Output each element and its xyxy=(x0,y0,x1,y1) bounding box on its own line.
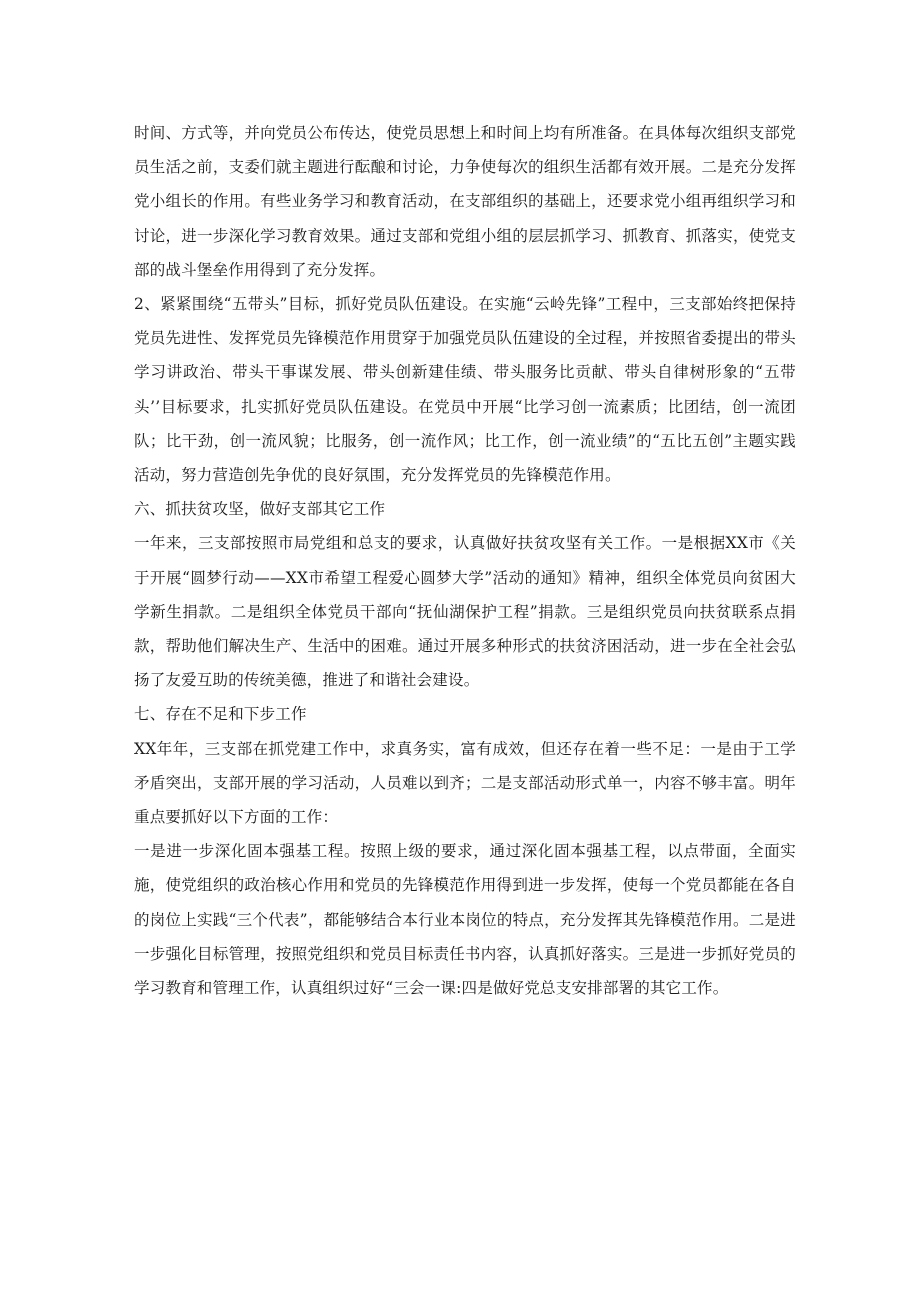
section-heading-shortcomings: 七、存在不足和下步工作 xyxy=(134,705,307,724)
paragraph-party-group-role: 时间、方式等，并向党员公布传达，使党员思想上和时间上均有所准备。在具体每次组织支部党员生活之前，支委们就主题进行酝酿和讨论，力争使每次的组织生活都有效开展。二是充分发挥党小组长的作用。有些业务学习和教育活动，在支部组织的基础上，还要求党小组再组织学习和讨论，进一步深化学习教育效果。通过支部和党组小组的层层抓学习、抓教育、抓落实，使党支部的战斗堡垒作用得到了充分发挥。 xyxy=(134,124,796,279)
section-heading-poverty-alleviation: 六、抓扶贫攻坚，做好支部其它工作 xyxy=(134,500,386,519)
paragraph-poverty-alleviation: 一年来，三支部按照市局党组和总支的要求，认真做好扶贫攻坚有关工作。一是根据XX市《关于开展“圆梦行动——XX市希望工程爱心圆梦大学”活动的通知》精神，组织全体党员向贫困大学新生捐款。二是组织全体党员干部向“抚仙湖保护工程”捐款。三是组织党员向扶贫联系点捐款，帮助他们解决生产、生活中的困难。通过开展多种形式的扶贫济困活动，进一步在全社会弘扬了友爱互助的传统美德，推进了和谐社会建设。 xyxy=(134,534,796,690)
paragraph-five-leads-goal: 2、紧紧围绕“五带头”目标，抓好党员队伍建设。在实施“云岭先锋”工程中，三支部始终把保持党员先进性、发挥党员先锋模范作用贯穿于加强党员队伍建设的全过程，并按照省委提出的带头学习讲政治、带头干事谋发展、带头创新建佳绩、带头服务比贡献、带头自律树形象的“五带头’’目标要求，扎实抓好党员队伍建设。在党员中开展“比学习创一流素质；比团结，创一流团队；比干劲，创一流风貌；比服务，创一流作风；比工作，创一流业绩”的“五比五创”主题实践活动，努力营造创先争优的良好氛围，充分发挥党员的先锋模范作用。 xyxy=(134,295,796,485)
document-body xyxy=(134,116,796,1005)
paragraph-next-steps: 一是进一步深化固本强基工程。按照上级的要求，通过深化固本强基工程，以点带面，全面实施，使党组织的政治核心作用和党员的先锋模范作用得到进一步发挥，使每一个党员都能在各自的岗位上实践“三个代表”，都能够结合本行业本岗位的特点，充分发挥其先锋模范作用。二是进一步强化目标管理，按照党组织和党员目标责任书内容，认真抓好落实。三是进一步抓好党员的学习教育和管理工作，认真组织过好“三会一课:四是做好党总支安排部署的其它工作。 xyxy=(134,842,796,998)
paragraph-shortcomings: XX年年，三支部在抓党建工作中，求真务实，富有成效，但还存在着一些不足：一是由于工学矛盾突出，支部开展的学习活动，人员难以到齐；二是支部活动形式单一，内容不够丰富。明年重点要抓好以下方面的工作： xyxy=(134,739,796,827)
